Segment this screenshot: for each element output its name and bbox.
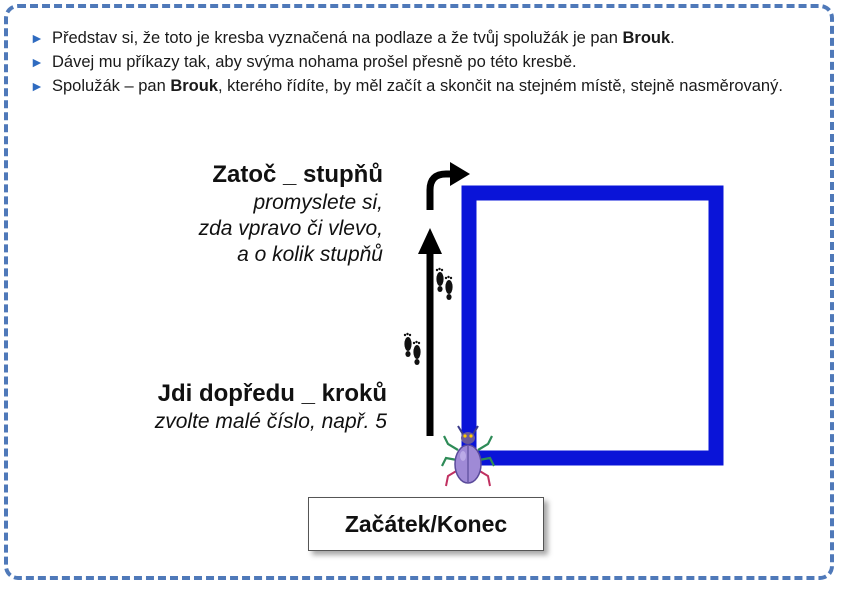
footprints-icon bbox=[404, 333, 421, 365]
instruction-item: ► Spolužák – pan Brouk, kterého řídíte, by měl začít a skončit na stejném místě, stejně nasměrovaný. bbox=[30, 74, 790, 98]
forward-arrow-icon bbox=[418, 228, 442, 436]
bullet-arrow-icon: ► bbox=[30, 30, 44, 46]
turn-command-title: Zatoč _ stupňů bbox=[212, 161, 383, 188]
square-path bbox=[469, 193, 716, 458]
bullet-arrow-icon: ► bbox=[30, 78, 44, 94]
bullet-arrow-icon: ► bbox=[30, 54, 44, 70]
turn-hint-line: zda vpravo či vlevo, bbox=[198, 217, 383, 240]
turn-hint-line: promyslete si, bbox=[253, 191, 383, 214]
instruction-item: ► Dávej mu příkazy tak, aby svýma nohama prošel přesně po této kresbě. bbox=[30, 50, 790, 74]
turn-hint-line: a o kolik stupňů bbox=[237, 243, 383, 266]
forward-hint: zvolte malé číslo, např. 5 bbox=[154, 410, 387, 433]
footprints-icon bbox=[436, 268, 453, 300]
forward-command-title: Jdi dopředu _ kroků bbox=[157, 380, 387, 407]
start-end-label: Začátek/Konec bbox=[308, 497, 544, 551]
instruction-item: ► Představ si, že toto je kresba vyznačená na podlaze a že tvůj spolužák je pan Brouk. bbox=[30, 26, 790, 50]
